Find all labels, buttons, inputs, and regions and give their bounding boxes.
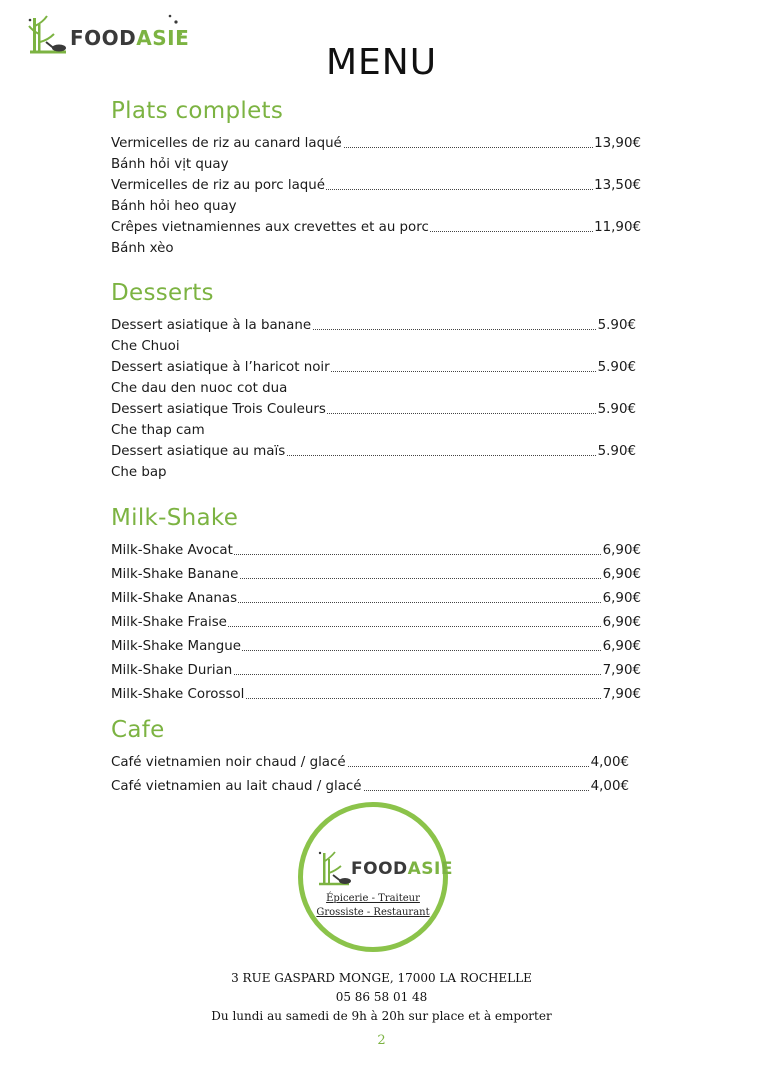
item-price: 5.90€: [597, 316, 636, 336]
brand-food: FOOD: [70, 26, 137, 50]
item-price: 4,00€: [590, 753, 629, 773]
menu-item: [111, 316, 636, 336]
item-price: 6,90€: [602, 613, 641, 633]
section-title-cafe: Cafe: [111, 717, 165, 743]
section-title-plats: Plats complets: [111, 98, 284, 124]
section-title-desserts: Desserts: [111, 280, 214, 306]
footer-phone: 05 86 58 01 48: [335, 990, 428, 1004]
menu-item: [111, 541, 641, 561]
item-name: Milk-Shake Avocat: [111, 541, 234, 561]
footer-address: 3 RUE GASPARD MONGE, 17000 LA ROCHELLE: [231, 971, 532, 985]
item-name: Dessert asiatique à la banane: [111, 316, 312, 336]
item-subtitle: Che Chuoi: [111, 339, 180, 354]
menu-item: [111, 134, 641, 154]
page-title: MENU: [325, 42, 438, 83]
menu-item: [111, 777, 629, 797]
item-price: 7,90€: [602, 661, 641, 681]
item-price: 11,90€: [593, 218, 641, 238]
item-price: 4,00€: [590, 777, 629, 797]
menu-item: [111, 589, 641, 609]
item-subtitle: Che dau den nuoc cot dua: [111, 381, 288, 396]
item-price: 6,90€: [602, 565, 641, 585]
item-name: Crêpes vietnamiennes aux crevettes et au porc: [111, 218, 430, 238]
menu-item: [111, 753, 629, 773]
item-price: 5.90€: [597, 400, 636, 420]
item-name: Dessert asiatique à l’haricot noir: [111, 358, 331, 378]
item-subtitle: Che bap: [111, 465, 167, 480]
menu-item: [111, 218, 641, 238]
item-name: Café vietnamien au lait chaud / glacé: [111, 777, 363, 797]
item-name: Milk-Shake Banane: [111, 565, 239, 585]
item-name: Vermicelles de riz au porc laqué: [111, 176, 326, 196]
section-title-milkshake: Milk-Shake: [111, 505, 239, 531]
item-subtitle: Bánh hỏi vịt quay: [111, 157, 229, 172]
item-subtitle: Che thap cam: [111, 423, 205, 438]
item-name: Café vietnamien noir chaud / glacé: [111, 753, 347, 773]
menu-item: [111, 613, 641, 633]
footer-hours: Du lundi au samedi de 9h à 20h sur place et à emporter: [211, 1009, 552, 1023]
seal-wordmark: [351, 859, 453, 879]
item-name: Dessert asiatique Trois Couleurs: [111, 400, 327, 420]
brand-seal: [298, 802, 453, 952]
menu-item: [111, 358, 636, 378]
item-name: Dessert asiatique au maïs: [111, 442, 286, 462]
item-price: 5.90€: [597, 442, 636, 462]
item-price: 5.90€: [597, 358, 636, 378]
brand-asie: ASIE: [407, 859, 453, 879]
item-name: Milk-Shake Durian: [111, 661, 233, 681]
item-name: Milk-Shake Fraise: [111, 613, 228, 633]
menu-item: [111, 661, 641, 681]
menu-item: [111, 565, 641, 585]
item-price: 13,90€: [593, 134, 641, 154]
brand-food: FOOD: [351, 859, 408, 879]
page-number: 2: [377, 1033, 386, 1048]
menu-item: [111, 442, 636, 462]
item-price: 7,90€: [602, 685, 641, 705]
menu-item: [111, 400, 636, 420]
item-price: 6,90€: [602, 589, 641, 609]
seal-tagline-2: Grossiste - Restaurant: [316, 907, 430, 918]
item-name: Milk-Shake Mangue: [111, 637, 242, 657]
item-price: 13,50€: [593, 176, 641, 196]
item-price: 6,90€: [602, 637, 641, 657]
item-price: 6,90€: [602, 541, 641, 561]
item-name: Milk-Shake Ananas: [111, 589, 238, 609]
item-name: Milk-Shake Corossol: [111, 685, 245, 705]
item-name: Vermicelles de riz au canard laqué: [111, 134, 343, 154]
brand-asie: ASIE: [136, 26, 190, 50]
item-subtitle: Bánh xèo: [111, 241, 174, 256]
menu-item: [111, 637, 641, 657]
menu-item: [111, 685, 641, 705]
item-subtitle: Bánh hỏi heo quay: [111, 199, 237, 214]
seal-tagline-1: Épicerie - Traiteur: [326, 893, 420, 904]
seal-logo: [317, 847, 453, 895]
menu-item: [111, 176, 641, 196]
